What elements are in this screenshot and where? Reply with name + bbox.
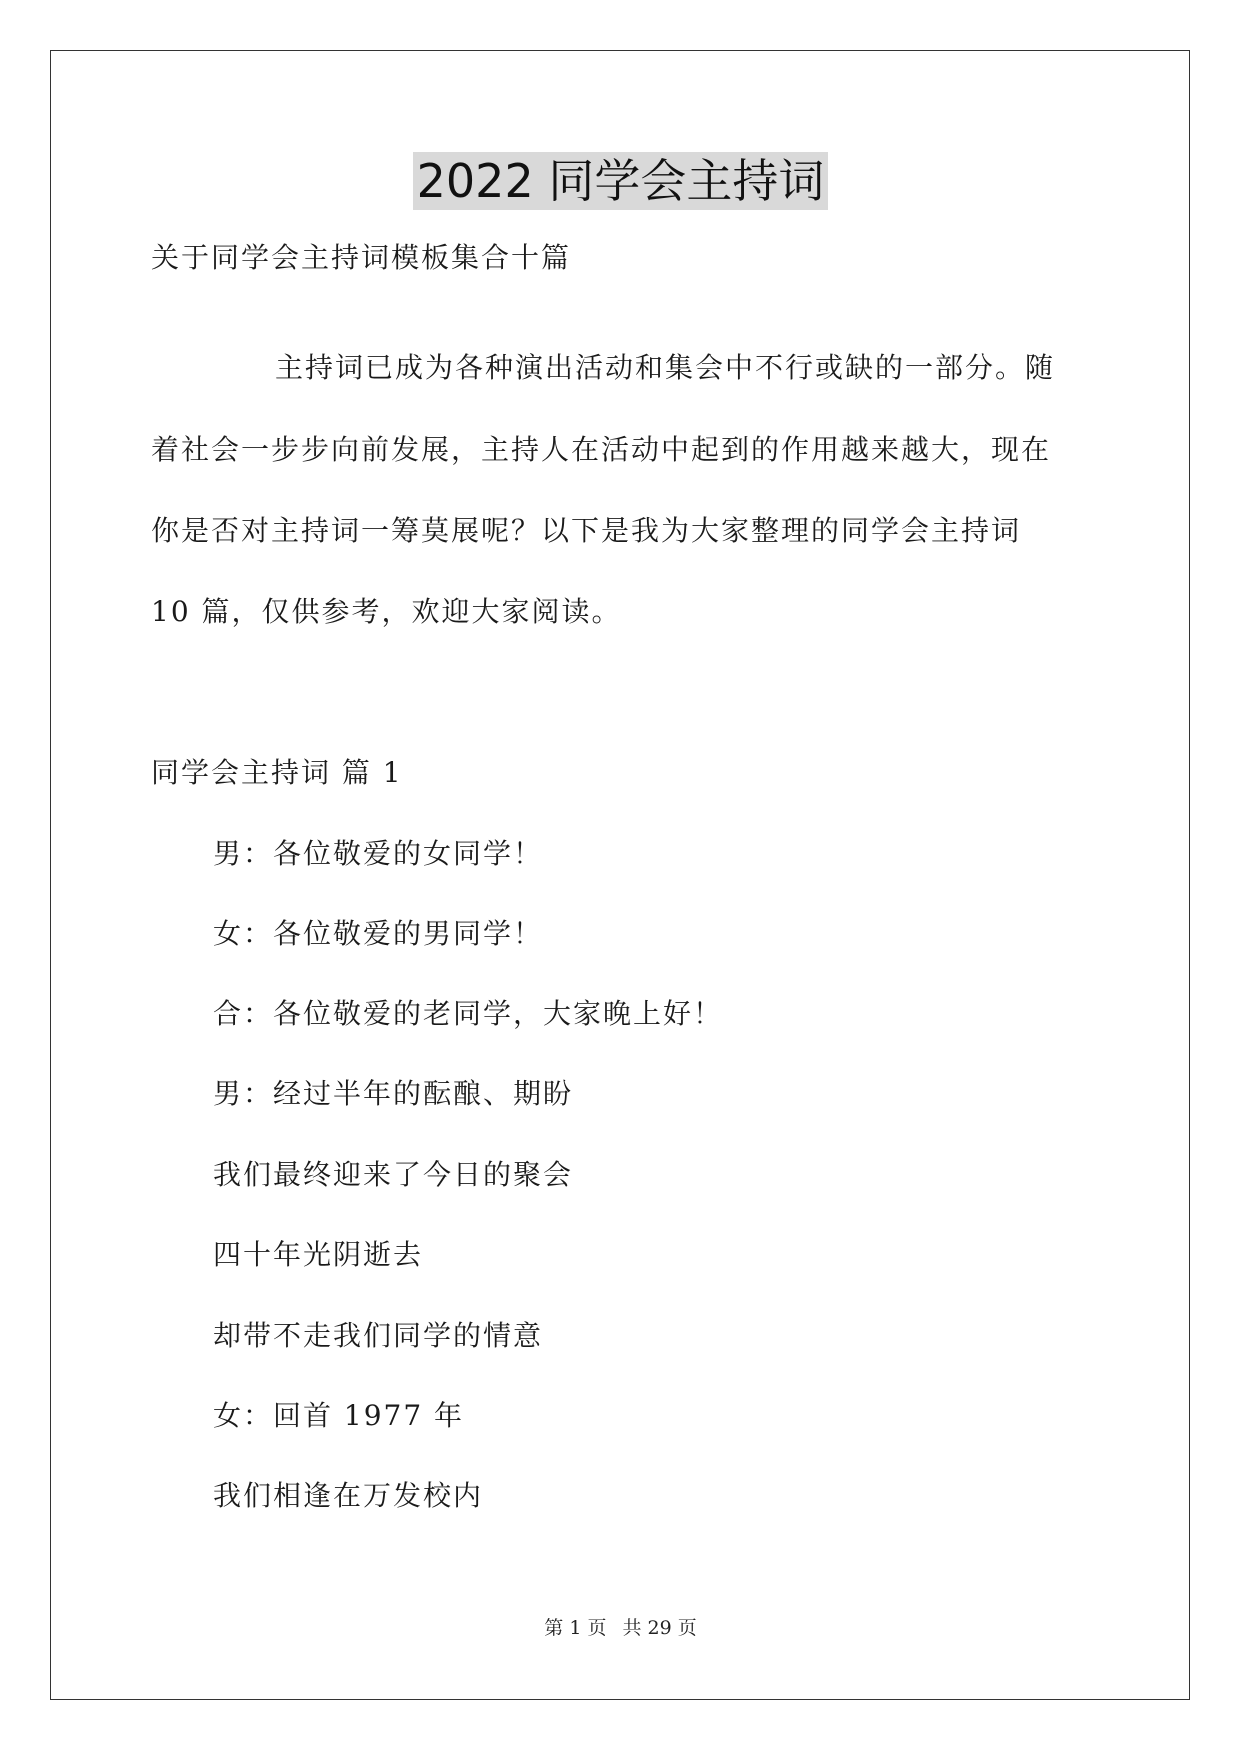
page-border (50, 50, 1190, 1700)
dialogue-line: 男：经过半年的酝酿、期盼 (213, 1077, 574, 1110)
page-total: 共 29 页 (622, 1617, 697, 1639)
dialogue-line: 四十年光阴逝去 (213, 1238, 424, 1271)
dialogue-line: 却带不走我们同学的情意 (213, 1319, 544, 1352)
page-number: 第 1 页 (544, 1617, 607, 1639)
dialogue-line: 女：回首 1977 年 (213, 1399, 465, 1432)
page-footer (0, 1616, 1241, 1640)
document-title: 2022 同学会主持词 (413, 152, 829, 210)
dialogue-line: 女：各位敬爱的男同学！ (213, 917, 544, 950)
dialogue-line: 合：各位敬爱的老同学，大家晚上好！ (213, 997, 724, 1030)
dialogue-line: 男：各位敬爱的女同学！ (213, 837, 544, 870)
intro-paragraph-line: 主持词已成为各种演出活动和集会中不行或缺的一部分。随 (275, 351, 1056, 384)
intro-paragraph-line: 你是否对主持词一筹莫展呢？以下是我为大家整理的同学会主持词 (151, 514, 1022, 547)
title-container (0, 152, 1241, 210)
document-subtitle: 关于同学会主持词模板集合十篇 (151, 241, 572, 274)
dialogue-line: 我们相逢在万发校内 (213, 1479, 484, 1512)
dialogue-line: 我们最终迎来了今日的聚会 (213, 1158, 574, 1191)
section-heading: 同学会主持词 篇 1 (151, 756, 403, 789)
intro-paragraph-line: 10 篇，仅供参考，欢迎大家阅读。 (151, 595, 622, 628)
intro-paragraph-line: 着社会一步步向前发展，主持人在活动中起到的作用越来越大，现在 (151, 433, 1052, 466)
